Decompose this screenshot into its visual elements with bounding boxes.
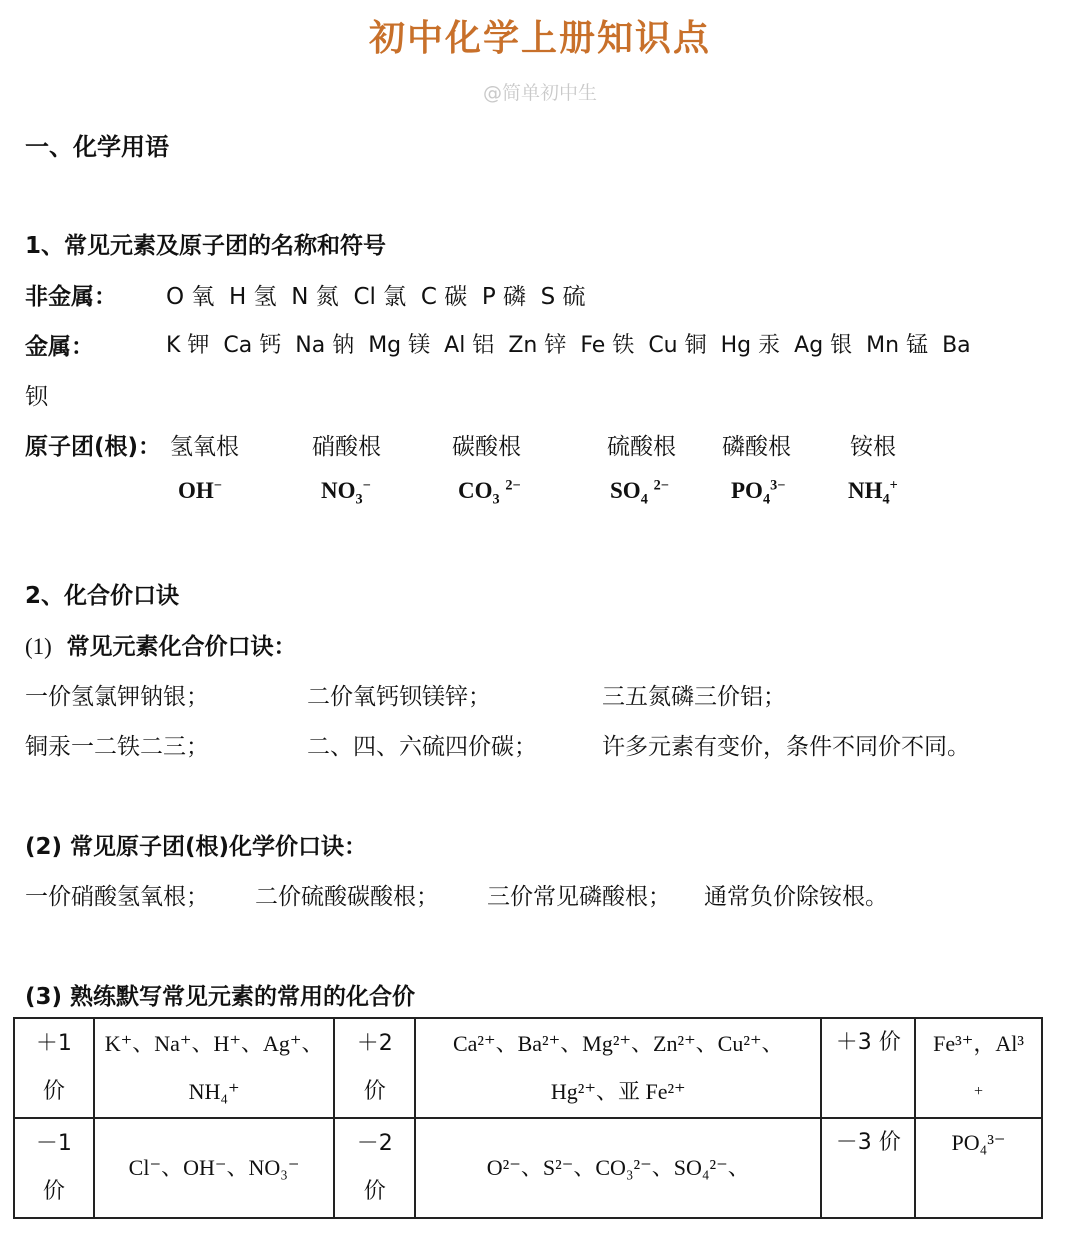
radical-name: 氢氧根 — [170, 434, 239, 460]
table-cell: Fe³⁺，Al³ + — [915, 1018, 1042, 1118]
table-row — [14, 1118, 1042, 1218]
element: Zn 锌 — [508, 333, 567, 358]
element: Ag 银 — [794, 333, 853, 358]
radical-formula: $SO_4$ $^{2-}$ — [610, 477, 669, 508]
valence-table — [13, 1017, 1043, 1219]
watermark: @简单初中生 — [482, 82, 597, 104]
subsection-heading: 1、常见元素及原子团的名称和符号 — [25, 233, 387, 259]
table-cell: －3 价 — [821, 1118, 915, 1218]
element: Na 钠 — [295, 333, 355, 358]
nonmetal-label: 非金属： — [25, 284, 117, 310]
table-cell: ＋2 价 — [334, 1018, 415, 1118]
element: Ca 钙 — [223, 333, 282, 358]
page-title: 初中化学上册知识点 — [368, 18, 711, 59]
mnemonic: 一价硝酸氢氧根； — [25, 884, 209, 910]
table-cell: －2 价 — [334, 1118, 415, 1218]
element: C 碳 — [420, 284, 468, 310]
mnemonic: 通常负价除铵根。 — [704, 884, 888, 910]
table-cell: Cl⁻、OH⁻、NO₃⁻ — [94, 1118, 335, 1218]
paragraph-heading: (3) 熟练默写常见元素的常用的化合价 — [25, 984, 416, 1010]
table-cell: Ca²⁺、Ba²⁺、Mg²⁺、Zn²⁺、Cu²⁺、 Hg²⁺、亚 Fe²⁺ — [415, 1018, 821, 1118]
table-cell: K⁺、Na⁺、H⁺、Ag⁺、 NH₄⁺ — [94, 1018, 335, 1118]
radical-name: 硫酸根 — [607, 434, 676, 460]
element: H 氢 — [229, 284, 277, 310]
mnemonic: 二、四、六硫四价碳； — [307, 734, 537, 760]
element: S 硫 — [540, 284, 586, 310]
table-cell: ＋1 价 — [14, 1018, 94, 1118]
element: Fe 铁 — [580, 333, 635, 358]
paragraph-heading: (1) 常见元素化合价口诀： — [25, 634, 297, 660]
element: P 磷 — [481, 284, 527, 310]
mnemonic: 三五氮磷三价铝； — [602, 684, 786, 710]
radical-formula: $NO_3^-$ — [321, 477, 371, 508]
mnemonic: 铜汞一二铁二三； — [25, 734, 209, 760]
element: Mn 锰 — [866, 333, 929, 358]
table-row — [14, 1018, 1042, 1118]
element: K 钾 — [166, 333, 210, 358]
mnemonic: 一价氢氯钾钠银； — [25, 684, 209, 710]
mnemonic: 二价硫酸碳酸根； — [255, 884, 439, 910]
table-cell: ＋3 价 — [821, 1018, 915, 1118]
radical-name: 碳酸根 — [452, 434, 521, 460]
element: Hg 汞 — [720, 333, 781, 358]
element: Al 铝 — [444, 333, 495, 358]
metal-wrap: 钡 — [25, 384, 48, 410]
table-cell: PO₄³⁻ — [915, 1118, 1042, 1218]
table-cell: O²⁻、S²⁻、CO₃²⁻、SO₄²⁻、 — [415, 1118, 821, 1218]
subsection-heading: 2、化合价口诀 — [25, 583, 180, 609]
metal-list — [166, 328, 971, 359]
element: Ba — [942, 333, 971, 358]
radical-formula: $CO_3$ $^{2-}$ — [458, 477, 521, 508]
section-heading: 一、化学用语 — [25, 133, 169, 161]
metal-label: 金属： — [25, 334, 94, 360]
radical-name: 铵根 — [850, 434, 896, 460]
element: Cu 铜 — [648, 333, 707, 358]
radical-formula: $PO_4^{3-}$ — [731, 477, 786, 508]
element: Mg 镁 — [368, 333, 431, 358]
element: Cl 氯 — [353, 284, 407, 310]
mnemonic: 三价常见磷酸根； — [487, 884, 671, 910]
radical-name: 磷酸根 — [722, 434, 791, 460]
radical-name: 硝酸根 — [312, 434, 381, 460]
element: O 氧 — [166, 284, 215, 310]
radical-label: 原子团(根)： — [25, 434, 162, 460]
radical-formula: $NH_4^+$ — [848, 477, 898, 508]
table-cell: －1 价 — [14, 1118, 94, 1218]
radical-formula: OH− — [178, 477, 222, 503]
nonmetal-list — [166, 278, 586, 311]
mnemonic: 许多元素有变价，条件不同价不同。 — [602, 734, 970, 760]
mnemonic: 二价氧钙钡镁锌； — [307, 684, 491, 710]
paragraph-heading: (2) 常见原子团(根)化学价口诀： — [25, 834, 368, 860]
element: N 氮 — [291, 284, 339, 310]
